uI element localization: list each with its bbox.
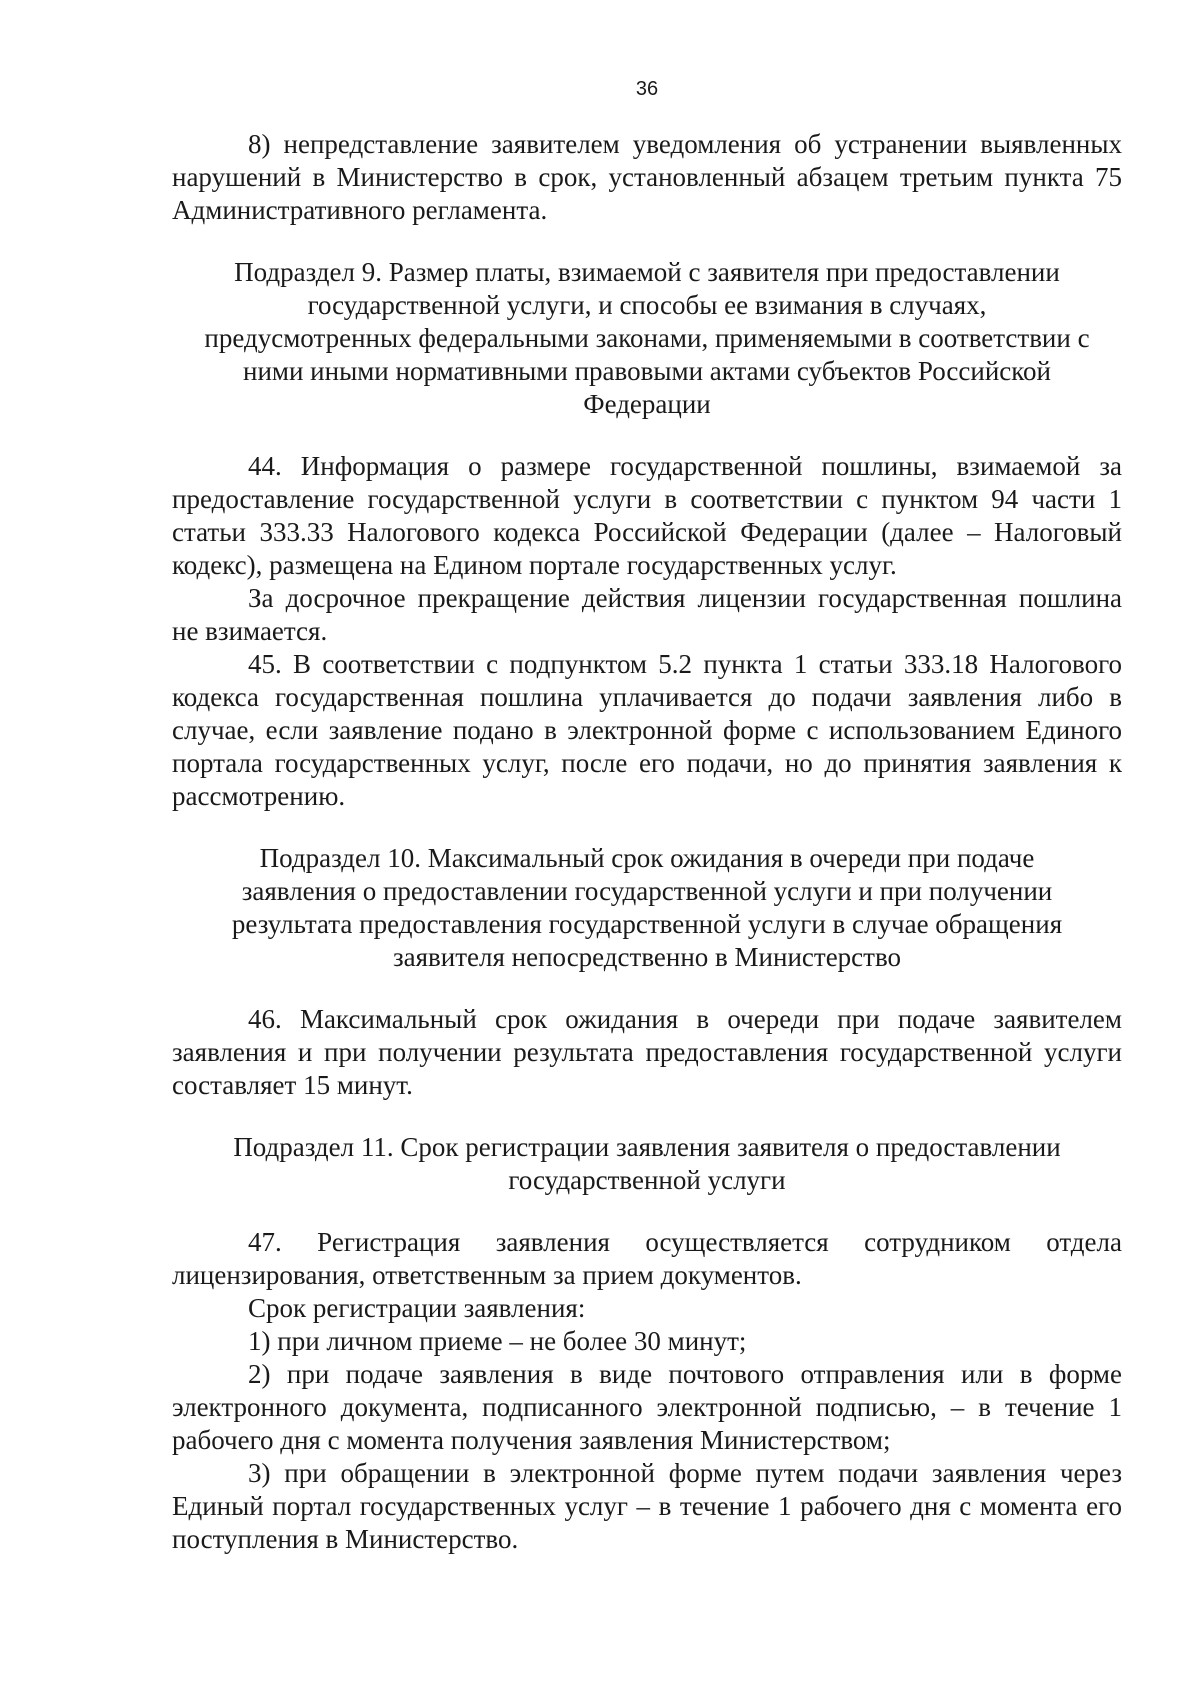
subsection-10-heading: Подраздел 10. Максимальный срок ожидания в очереди при подаче заявления о предоставлении государственной услуги и при получении результата предоставления государственной услуги в случае обращения заявителя непосредственно в Министерство — [231, 843, 1063, 972]
item-8-paragraph: 8) непредставление заявителем уведомления об устранении выявленных нарушений в Министерство в срок, установленный абзацем третьим пункта 75 Административного регламента. — [172, 129, 1122, 225]
clause-44-paragraph: 44. Информация о размере государственной пошлины, взимаемой за предоставление государственной услуги в соответствии с пунктом 94 части 1 статьи 333.33 Налогового кодекса Российской Федерации (далее – Налоговый кодекс), размещена на Едином портале государственных услуг. — [172, 451, 1122, 580]
registration-term-item-2: 2) при подаче заявления в виде почтового отправления или в форме электронного документа, подписанного электронной подписью, – в течение 1 рабочего дня с момента получения заявления Министерством; — [172, 1359, 1122, 1455]
document-body — [172, 128, 1122, 1556]
clause-44-note-paragraph: За досрочное прекращение действия лицензии государственная пошлина не взимается. — [172, 583, 1122, 646]
registration-term-item-1: 1) при личном приеме – не более 30 минут; — [248, 1326, 747, 1356]
clause-47-paragraph: 47. Регистрация заявления осуществляется сотрудником отдела лицензирования, ответственным за прием документов. — [172, 1227, 1122, 1290]
registration-term-intro: Срок регистрации заявления: — [248, 1293, 586, 1323]
subsection-11-heading: Подраздел 11. Срок регистрации заявления заявителя о предоставлении государственной услуги — [233, 1132, 1061, 1195]
page-number: 36 — [635, 78, 659, 100]
clause-46-paragraph: 46. Максимальный срок ожидания в очереди при подаче заявителем заявления и при получении результата предоставления государственной услуги составляет 15 минут. — [172, 1004, 1122, 1100]
clause-45-paragraph: 45. В соответствии с подпунктом 5.2 пункта 1 статьи 333.18 Налогового кодекса государственная пошлина уплачивается до подачи заявления либо в случае, если заявление подано в электронной форме с использованием Единого портала государственных услуг, после его подачи, но до принятия заявления к рассмотрению. — [172, 649, 1122, 811]
registration-term-item-3: 3) при обращении в электронной форме путем подачи заявления через Единый портал государственных услуг – в течение 1 рабочего дня с момента его поступления в Министерство. — [172, 1458, 1122, 1554]
subsection-9-heading: Подраздел 9. Размер платы, взимаемой с заявителя при предоставлении государственной услуги, и способы ее взимания в случаях, предусмотренных федеральными законами, применяемыми в соответствии с ними иными нормативными правовыми актами субъектов Российской Федерации — [204, 257, 1090, 419]
